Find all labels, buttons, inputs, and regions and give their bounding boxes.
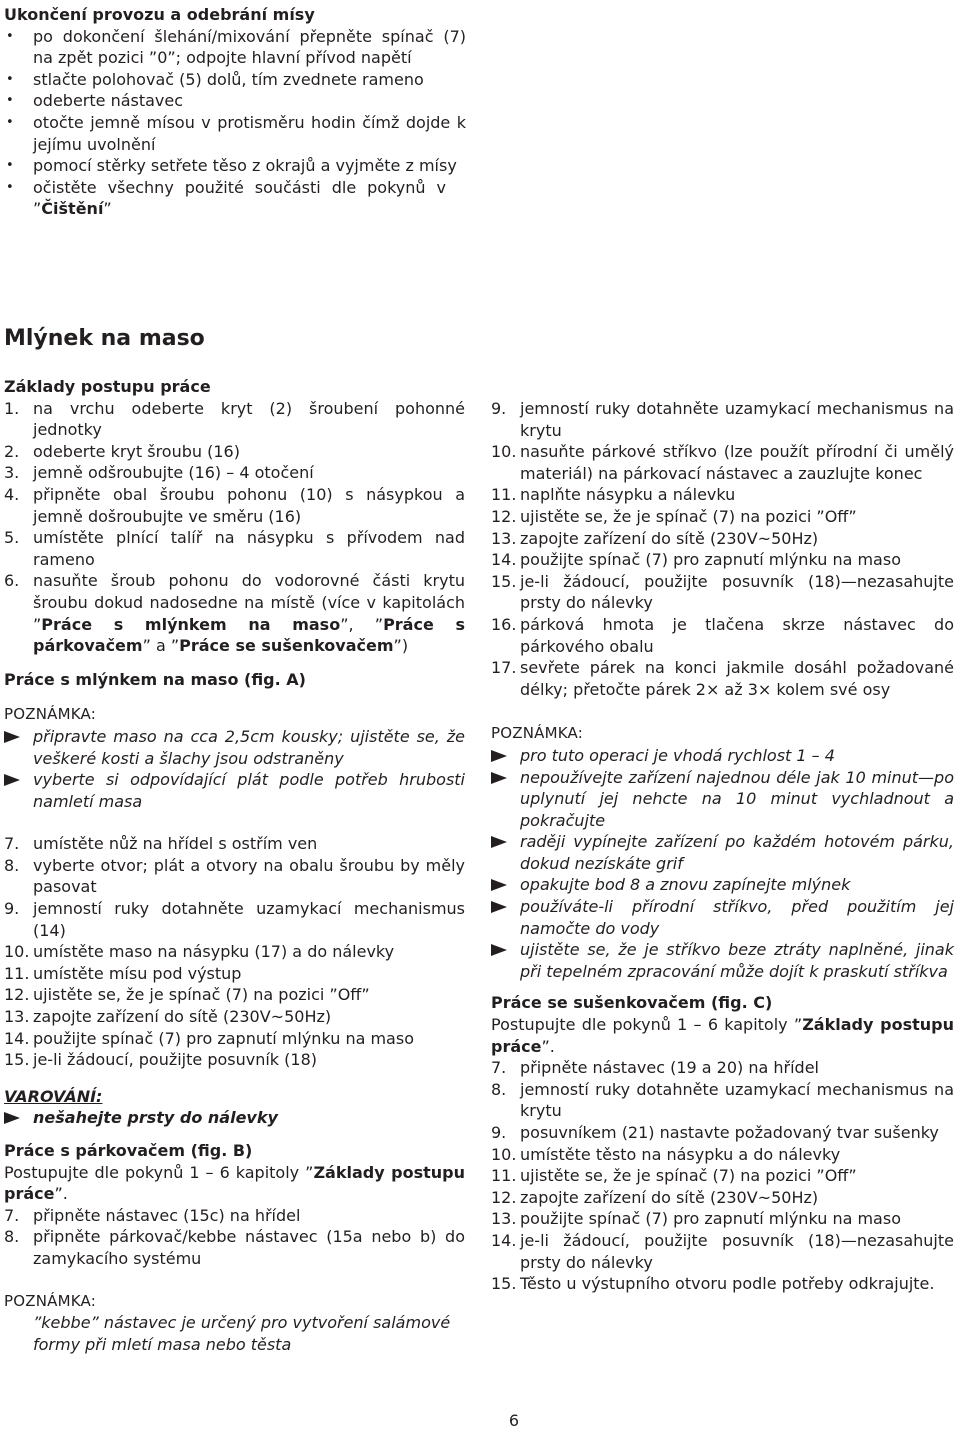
list-item <box>4 898 465 941</box>
arrow-icon <box>491 772 507 784</box>
list-item <box>4 1028 465 1050</box>
item-number: 4. <box>4 484 20 504</box>
chapter-ref: Základy postupu práce <box>491 1015 954 1056</box>
list-item <box>491 1208 954 1230</box>
note-text: vyberte si odpovídající plát podle potřeb hrubosti namletí masa <box>33 770 465 811</box>
arrow-icon <box>491 879 507 891</box>
list-item <box>4 1205 465 1227</box>
arrow-icon <box>491 836 507 848</box>
item-number: 14. <box>491 1230 517 1250</box>
list-item <box>491 1230 954 1273</box>
intro-text: Postupujte dle pokynů 1 – 6 kapitoly ” <box>4 1162 314 1182</box>
right-column <box>491 398 954 1295</box>
list-item <box>491 1273 954 1295</box>
item-text: umístěte mísu pod výstup <box>33 963 242 983</box>
item-number: 15. <box>491 571 517 591</box>
item-number: 12. <box>491 1187 517 1207</box>
item-text: ujistěte se, že je spínač (7) na pozici ”Off” <box>33 985 370 1005</box>
cleaning-ref: Čištění <box>41 199 104 219</box>
arrow-icon <box>491 901 507 913</box>
item-text: ujistěte se, že je spínač (7) na pozici ”Off” <box>520 506 857 526</box>
note-text: raději vypínejte zařízení po každém hotovém párku, dokud nezískáte grif <box>520 832 954 873</box>
item-text: je-li žádoucí, použijte posuvník (18)—nezasahujte prsty do nálevky <box>520 1230 954 1272</box>
list-item <box>491 1165 954 1187</box>
chapter-ref: Práce s mlýnkem na maso <box>41 614 341 634</box>
arrow-icon <box>4 774 20 786</box>
chapter-ref: Práce s párkovačem <box>33 614 466 656</box>
list-item <box>4 398 465 441</box>
list-item <box>491 549 954 571</box>
item-number: 10. <box>491 442 517 462</box>
item-text: naplňte násypku a nálevku <box>520 485 736 505</box>
list-item <box>491 528 954 550</box>
item-number: 7. <box>4 834 20 854</box>
item-number: 7. <box>4 1205 20 1225</box>
intro-text: ”. <box>541 1036 555 1056</box>
basics-title: Základy postupu práce <box>4 377 211 396</box>
item-text: je-li žádoucí, použijte posuvník (18) <box>33 1050 317 1070</box>
item-number: 2. <box>4 441 20 461</box>
item-text: připněte obal šroubu pohonu (10) s násypkou a jemně došroubujte ve směru (16) <box>33 484 465 526</box>
note-text: nepoužívejte zařízení najednou déle jak 10 minut—po uplynutí jej nehcte na 10 minut vychladnout a pokračujte <box>520 767 954 830</box>
item-text: jemností ruky dotahněte uzamykací mechanismus na krytu <box>520 399 954 440</box>
item-number: 9. <box>491 1123 507 1142</box>
item-text: zapojte zařízení do sítě (230V~50Hz) <box>520 528 819 548</box>
item-number: 7. <box>491 1058 507 1078</box>
intro-text: ”. <box>54 1184 68 1204</box>
note-item <box>491 831 954 874</box>
note-item <box>4 726 465 769</box>
list-item <box>4 963 465 985</box>
cookie-title: Práce se sušenkovačem (fig. C) <box>491 993 773 1013</box>
item-number: 12. <box>491 506 517 526</box>
item-text: ”) <box>393 636 409 656</box>
cookie-intro <box>491 1014 954 1057</box>
item-number: 9. <box>4 899 20 919</box>
list-item <box>491 1122 954 1144</box>
item-text: ujistěte se, že je spínač (7) na pozici ”Off” <box>520 1166 857 1186</box>
item-number: 11. <box>4 963 30 983</box>
list-item <box>4 941 465 963</box>
list-item <box>4 984 465 1006</box>
warning-label: VAROVÁNÍ: <box>4 1086 103 1106</box>
list-item <box>491 398 954 441</box>
list-item <box>491 1144 954 1166</box>
chapter-ref: Práce se sušenkovačem <box>179 636 394 656</box>
item-text: na vrchu odeberte kryt (2) šroubení pohonné jednotky <box>33 398 465 440</box>
list-item <box>4 1226 465 1269</box>
item-text: posuvníkem (21) nastavte požadovaný tvar sušenky <box>520 1123 939 1142</box>
list-item: • otočte jemně mísou v protisměru hodin čímž dojde k jejímu uvolnění <box>4 112 466 155</box>
item-text: umístěte plnící talíř na násypku s přívodem nad rameno <box>33 528 465 569</box>
left-column <box>4 376 465 1355</box>
item-number: 3. <box>4 463 20 483</box>
item-text: zapojte zařízení do sítě (230V~50Hz) <box>33 1007 332 1027</box>
list-item <box>4 1049 465 1071</box>
note-item <box>491 896 954 939</box>
warning-item <box>4 1107 465 1129</box>
item-number: 11. <box>491 485 517 505</box>
item-number: 11. <box>491 1166 517 1186</box>
list-item <box>491 484 954 506</box>
note-text: opakujte bod 8 a znovu zapínejte mlýnek <box>520 875 851 895</box>
list-item <box>491 614 954 657</box>
item-text: jemností ruky dotahněte uzamykací mechanismus (14) <box>33 899 465 940</box>
item-text: sevřete párek na konci jakmile dosáhl požadované délky; přetočte párek 2× až 3× kolem své osy <box>520 658 954 699</box>
shutdown-section <box>4 4 466 220</box>
note-item <box>4 769 465 812</box>
list-item <box>4 570 465 656</box>
list-item <box>4 855 465 898</box>
sausage-title: Práce s párkovačem (fig. B) <box>4 1141 253 1160</box>
item-text: připněte nástavec (19 a 20) na hřídel <box>520 1058 819 1078</box>
item-text: použijte spínač (7) pro zapnutí mlýnku na maso <box>520 550 901 570</box>
list-item <box>491 1079 954 1122</box>
mincer-title: Práce s mlýnkem na maso (fig. A) <box>4 669 306 689</box>
chapter-ref: Základy postupu práce <box>4 1162 465 1204</box>
item-number: 5. <box>4 528 20 548</box>
list-item <box>491 441 954 484</box>
note-label: POZNÁMKA: <box>4 1291 96 1310</box>
shutdown-title: Ukončení provozu a odebrání mísy <box>4 5 315 24</box>
item-text: ”, ” <box>340 614 384 634</box>
note-text: pro tuto operaci je vhodá rychlost 1 – 4 <box>520 745 835 765</box>
note-text: ”kebbe” nástavec je určený pro vytvoření salámové formy při mletí masa nebo těsta <box>33 1313 451 1354</box>
item-text: umístěte těsto na násypku a do nálevky <box>520 1144 841 1164</box>
list-item <box>491 1057 954 1079</box>
list-item <box>4 484 465 527</box>
item-text: očistěte všechny použité součásti dle pokynů v ” <box>33 177 446 219</box>
item-text: nasuňte šroub pohonu do vodorovné části krytu šroubu dokud nadosedne na místě (více v kapitolách ” <box>33 571 465 634</box>
item-number: 14. <box>4 1028 30 1048</box>
item-text: Těsto u výstupního otvoru podle potřeby odkrajujte. <box>520 1274 935 1294</box>
item-number: 17. <box>491 658 517 678</box>
arrow-icon <box>4 1112 20 1124</box>
item-number: 8. <box>491 1079 507 1099</box>
item-text: použijte spínač (7) pro zapnutí mlýnku na maso <box>33 1028 414 1048</box>
item-text: připněte nástavec (15c) na hřídel <box>33 1205 301 1225</box>
note-text: ujistěte se, že je stříkvo beze ztráty naplněné, jinak při tepelném zpracování může dojít k praskutí stříkva <box>520 940 954 981</box>
sausage-intro <box>4 1162 465 1205</box>
item-number: 1. <box>4 398 20 418</box>
item-number: 15. <box>491 1274 517 1294</box>
item-text: jemností ruky dotahněte uzamykací mechanismus na krytu <box>520 1079 954 1121</box>
item-text: vyberte otvor; plát a otvory na obalu šroubu by měly pasovat <box>33 855 465 897</box>
note-item <box>491 745 954 767</box>
item-number: 8. <box>4 855 20 875</box>
note-item <box>491 767 954 832</box>
item-text: připněte párkovač/kebbe nástavec (15a nebo b) do zamykacího systému <box>33 1227 465 1268</box>
item-text: odeberte kryt šroubu (16) <box>33 441 240 461</box>
item-number: 10. <box>491 1144 517 1164</box>
item-number: 13. <box>491 1209 517 1229</box>
list-item <box>491 1187 954 1209</box>
item-number: 10. <box>4 942 30 962</box>
item-number: 13. <box>4 1007 30 1027</box>
item-number: 16. <box>491 614 517 634</box>
list-item <box>4 1006 465 1028</box>
item-text: ” a ” <box>142 636 180 656</box>
item-text: párková hmota je tlačena skrze nástavec do párkového obalu <box>520 614 954 656</box>
item-number: 14. <box>491 550 517 570</box>
list-item <box>491 657 954 700</box>
item-number: 6. <box>4 571 20 591</box>
note-item <box>491 874 954 896</box>
item-number: 8. <box>4 1227 20 1247</box>
list-item <box>4 177 466 220</box>
item-number: 15. <box>4 1050 30 1070</box>
page-number: 6 <box>508 1411 520 1430</box>
item-text: ” <box>103 199 112 219</box>
note-text: používáte-li přírodní stříkvo, před použitím jej namočte do vody <box>520 897 954 938</box>
item-text: jemně odšroubujte (16) – 4 otočení <box>33 463 314 483</box>
list-item <box>491 506 954 528</box>
arrow-icon <box>491 944 507 956</box>
item-number: 12. <box>4 985 30 1005</box>
note-text: připravte maso na cca 2,5cm kousky; ujistěte se, že veškeré kosti a šlachy jsou odstraněny <box>33 726 465 768</box>
note-label: POZNÁMKA: <box>4 705 96 724</box>
item-number: 9. <box>491 399 507 418</box>
item-text: zapojte zařízení do sítě (230V~50Hz) <box>520 1187 819 1207</box>
note-item <box>491 939 954 982</box>
list-item <box>4 833 465 855</box>
item-text: nasuňte párkové stříkvo (lze použít přírodní či umělý materiál) na párkovací nástavec a zauzlujte konec <box>520 442 954 483</box>
list-item: • stlačte polohovač (5) dolů, tím zvednete rameno <box>4 69 466 91</box>
list-item <box>4 441 465 463</box>
main-heading: Mlýnek na maso <box>4 326 205 351</box>
item-text: umístěte maso na násypku (17) a do nálevky <box>33 942 395 962</box>
list-item: • pomocí stěrky setřete těso z okrajů a vyjměte z mísy <box>4 155 466 177</box>
arrow-icon <box>4 731 20 743</box>
item-text: použijte spínač (7) pro zapnutí mlýnku na maso <box>520 1209 901 1229</box>
list-item: • odeberte nástavec <box>4 90 466 112</box>
item-number: 13. <box>491 528 517 548</box>
list-item <box>4 462 465 484</box>
list-item <box>491 571 954 614</box>
note-label: POZNÁMKA: <box>491 724 583 743</box>
intro-text: Postupujte dle pokynů 1 – 6 kapitoly ” <box>491 1015 803 1035</box>
warning-text: nešahejte prsty do nálevky <box>33 1108 278 1128</box>
item-text: je-li žádoucí, použijte posuvník (18)—nezasahujte prsty do nálevky <box>520 571 954 613</box>
item-text: umístěte nůž na hřídel s ostřím ven <box>33 834 318 854</box>
list-item <box>4 527 465 570</box>
arrow-icon <box>491 750 507 762</box>
list-item: • po dokončení šlehání/mixování přepněte spínač (7) na zpět pozici ”0”; odpojte hlavní přívod napětí <box>4 26 466 69</box>
